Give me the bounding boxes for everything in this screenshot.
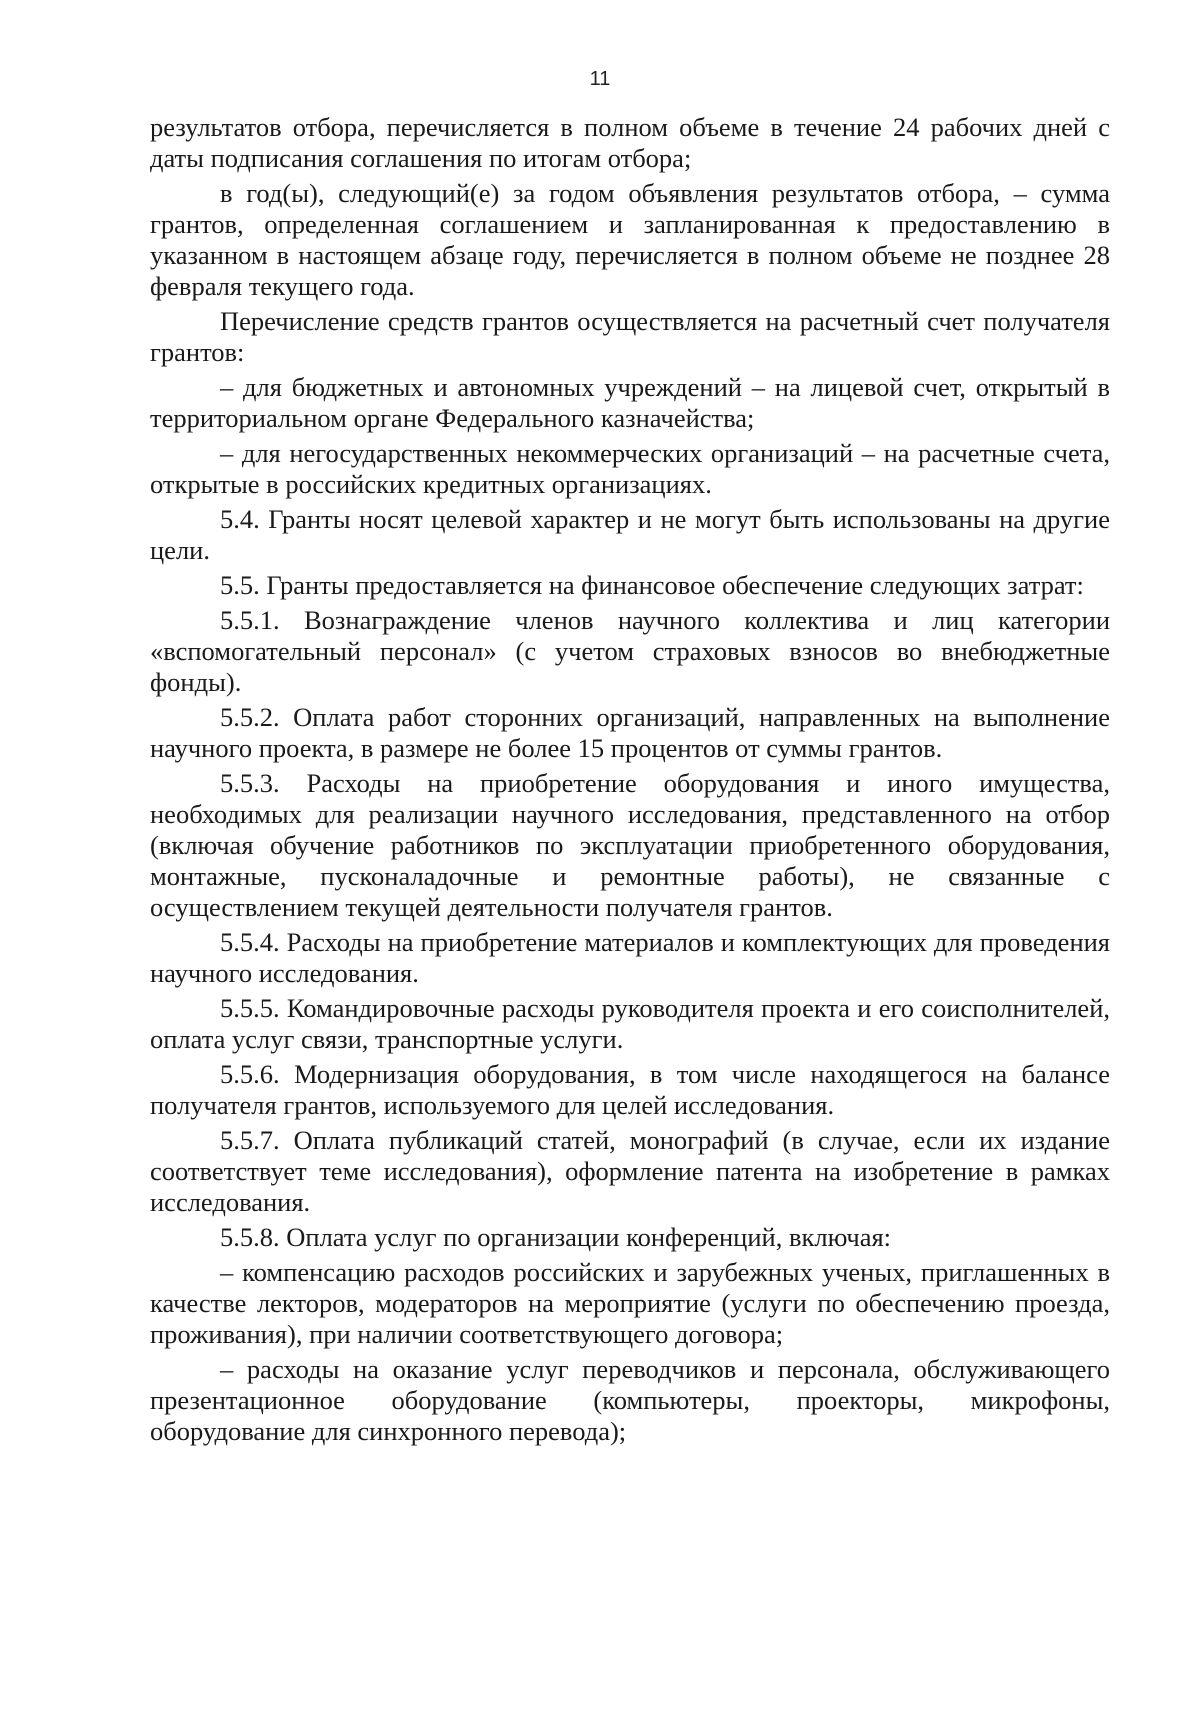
- paragraph-5-5-6: 5.5.6. Модернизация оборудования, в том числе находящегося на балансе получателя грантов, используемого для целей исследования.: [150, 1059, 1110, 1120]
- page-number: 11: [589, 68, 611, 90]
- paragraph-5-5-1: 5.5.1. Вознаграждение членов научного коллектива и лиц категории «вспомогательный персонал» (с учетом страховых взносов во внебюджетные фонды).: [150, 605, 1110, 697]
- paragraph-5-5-5: 5.5.5. Командировочные расходы руководителя проекта и его соисполнителей, оплата услуг связи, транспортные услуги.: [150, 993, 1110, 1054]
- paragraph-5-5-2: 5.5.2. Оплата работ сторонних организаций, направленных на выполнение научного проекта, в размере не более 15 процентов от суммы грантов.: [150, 702, 1110, 763]
- paragraph-budget-institutions: – для бюджетных и автономных учреждений – на лицевой счет, открытый в территориальном органе Федерального казначейства;: [150, 372, 1110, 433]
- paragraph-5-5-3: 5.5.3. Расходы на приобретение оборудования и иного имущества, необходимых для реализации научного исследования, представленного на отбор (включая обучение работников по эксплуатации приобретенного оборудования, монтажные, пусконаладочные и ремонтные работы), не связанные с осуществлением текущей деятельности получателя грантов.: [150, 768, 1110, 922]
- document-body: [150, 112, 1110, 1451]
- paragraph-transfer-account: Перечисление средств грантов осуществляется на расчетный счет получателя грантов:: [150, 306, 1110, 367]
- paragraph-scientists-compensation: – компенсацию расходов российских и зарубежных ученых, приглашенных в качестве лекторов, модераторов на мероприятие (услуги по обеспечению проезда, проживания), при наличии соответствующего договора;: [150, 1257, 1110, 1349]
- paragraph-subsequent-years: в год(ы), следующий(е) за годом объявления результатов отбора, – сумма грантов, определенная соглашением и запланированная к предоставлению в указанном в настоящем абзаце году, перечисляется в полном объеме не позднее 28 февраля текущего года.: [150, 178, 1110, 301]
- paragraph-continuation: результатов отбора, перечисляется в полном объеме в течение 24 рабочих дней с даты подписания соглашения по итогам отбора;: [150, 112, 1110, 173]
- paragraph-5-5-8: 5.5.8. Оплата услуг по организации конференций, включая:: [220, 1222, 892, 1252]
- paragraph-5-5: 5.5. Гранты предоставляется на финансовое обеспечение следующих затрат:: [220, 570, 1084, 600]
- paragraph-nonprofit-organizations: – для негосударственных некоммерческих организаций – на расчетные счета, открытые в российских кредитных организациях.: [150, 438, 1110, 499]
- paragraph-5-5-4: 5.5.4. Расходы на приобретение материалов и комплектующих для проведения научного исследования.: [150, 927, 1110, 988]
- paragraph-translators-expenses: – расходы на оказание услуг переводчиков и персонала, обслуживающего презентационное оборудование (компьютеры, проекторы, микрофоны, оборудование для синхронного перевода);: [150, 1354, 1110, 1446]
- paragraph-5-5-7: 5.5.7. Оплата публикаций статей, монографий (в случае, если их издание соответствует теме исследования), оформление патента на изобретение в рамках исследования.: [150, 1125, 1110, 1217]
- paragraph-5-4: 5.4. Гранты носят целевой характер и не могут быть использованы на другие цели.: [150, 504, 1110, 565]
